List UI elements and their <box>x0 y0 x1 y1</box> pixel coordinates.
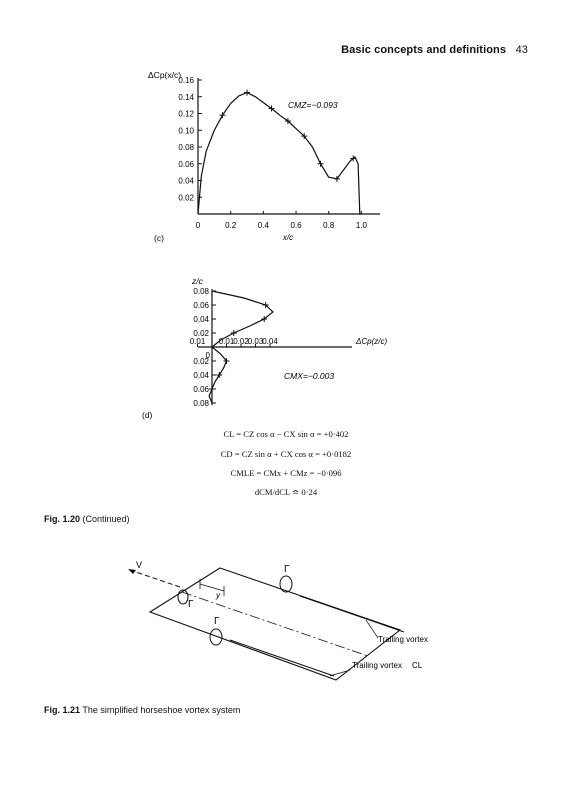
equation-cl: CL = CZ cos α − CX sin α = +0·402 <box>223 429 349 439</box>
zero-label: 0 <box>205 351 210 360</box>
z-tick-label-lower: 0.04 <box>193 371 209 380</box>
horizontal-tick-label: 0.02 <box>233 337 249 346</box>
y-tick-label: 0.08 <box>178 143 194 152</box>
label-cl: CL <box>412 661 423 670</box>
y-tick-label: 0.10 <box>178 126 194 136</box>
fig-1-20-label: Fig. 1.20 <box>44 514 81 524</box>
horizontal-tick-label: 0.03 <box>247 337 264 346</box>
y-tick-label: 0.16 <box>178 76 194 85</box>
y-tick-label: 0.02 <box>178 193 194 203</box>
x-tick-label: 0.2 <box>225 221 237 230</box>
z-tick-label-upper: 0.04 <box>193 315 209 324</box>
leader-trailing-lower <box>330 670 350 676</box>
label-v: V <box>136 560 143 570</box>
running-title: Basic concepts and definitions <box>341 44 507 56</box>
fig-1-21-text: The simplified horseshoe vortex system <box>82 705 241 715</box>
page-number: 43 <box>515 44 528 56</box>
y-tick-label: 0.06 <box>178 159 194 169</box>
horizontal-tick-label: 0.04 <box>262 337 278 346</box>
label-trailing-vortex-upper: Trailing vortex <box>378 635 428 644</box>
velocity-arrow <box>130 570 180 587</box>
z-tick-label-lower: 0.06 <box>193 385 209 394</box>
x-tick-label: 0.6 <box>290 221 302 230</box>
y-tick-label: 0.04 <box>178 176 194 186</box>
equation-dcm-dcl: dCM/dCL ≏ 0·24 <box>254 487 318 497</box>
panel-label-d: (d) <box>142 410 153 420</box>
label-gamma-left: Γ <box>188 599 194 610</box>
span-dimension <box>200 584 224 591</box>
x-tick-label: 1.0 <box>355 221 367 230</box>
y-tick-label: 0.14 <box>178 92 194 102</box>
trailing-vortex-upper <box>300 596 404 632</box>
horizontal-tick-label: 0.01 <box>218 337 235 346</box>
chart-d <box>130 268 430 428</box>
velocity-arrow-head <box>128 569 136 574</box>
y-axis-label: ΔCp(x/c) <box>148 70 182 80</box>
z-tick-label-upper: 0.02 <box>193 329 209 338</box>
vortex-circle-tip <box>280 576 292 592</box>
label-trailing-vortex-lower: Trailing vortex <box>352 661 402 670</box>
running-header <box>341 44 528 56</box>
fig-1-20-text: (Continued) <box>82 514 130 524</box>
x-axis-label: x/c <box>282 233 294 242</box>
z-tick-label-lower: 0.02 <box>193 357 209 366</box>
horizontal-axis-label: ΔCp(z/c) <box>356 337 388 346</box>
z-tick-label-lower: 0.08 <box>193 399 209 408</box>
z-tick-label-upper: 0.08 <box>193 287 209 296</box>
label-gamma-tip: Γ <box>284 564 290 575</box>
fig-1-21-label: Fig. 1.21 <box>44 705 81 715</box>
annotation-cmx: CMX=−0.003 <box>284 371 335 381</box>
x-tick-label: 0.4 <box>257 221 269 230</box>
fig-1-21-caption <box>44 705 240 715</box>
label-y: y <box>216 591 220 600</box>
centreline <box>182 592 368 656</box>
x-tick-label: 0.8 <box>323 221 335 230</box>
chart-c <box>130 64 430 244</box>
trailing-vortex-lower <box>230 640 334 676</box>
label-gamma-lower: Γ <box>214 616 220 627</box>
z-axis-label: z/c <box>192 276 203 286</box>
vortex-circle-lower <box>210 629 222 645</box>
fig-1-20-caption <box>44 514 130 524</box>
series-line <box>198 93 361 214</box>
z-tick-label-upper: 0.06 <box>193 301 209 310</box>
y-tick-label: 0.12 <box>178 109 194 119</box>
horseshoe-diagram <box>120 560 440 690</box>
equation-cmle: CMLE = CMx + CMz = −0·096 <box>230 468 342 478</box>
annotation-cmz: CMZ=−0.093 <box>288 100 338 110</box>
horizontal-tick-label: 0.01 <box>189 337 206 346</box>
x-tick-label: 0 <box>195 221 201 230</box>
panel-label-c: (c) <box>154 233 164 243</box>
equation-cd: CD = CZ sin α + CX cos α = +0·0182 <box>220 449 352 459</box>
